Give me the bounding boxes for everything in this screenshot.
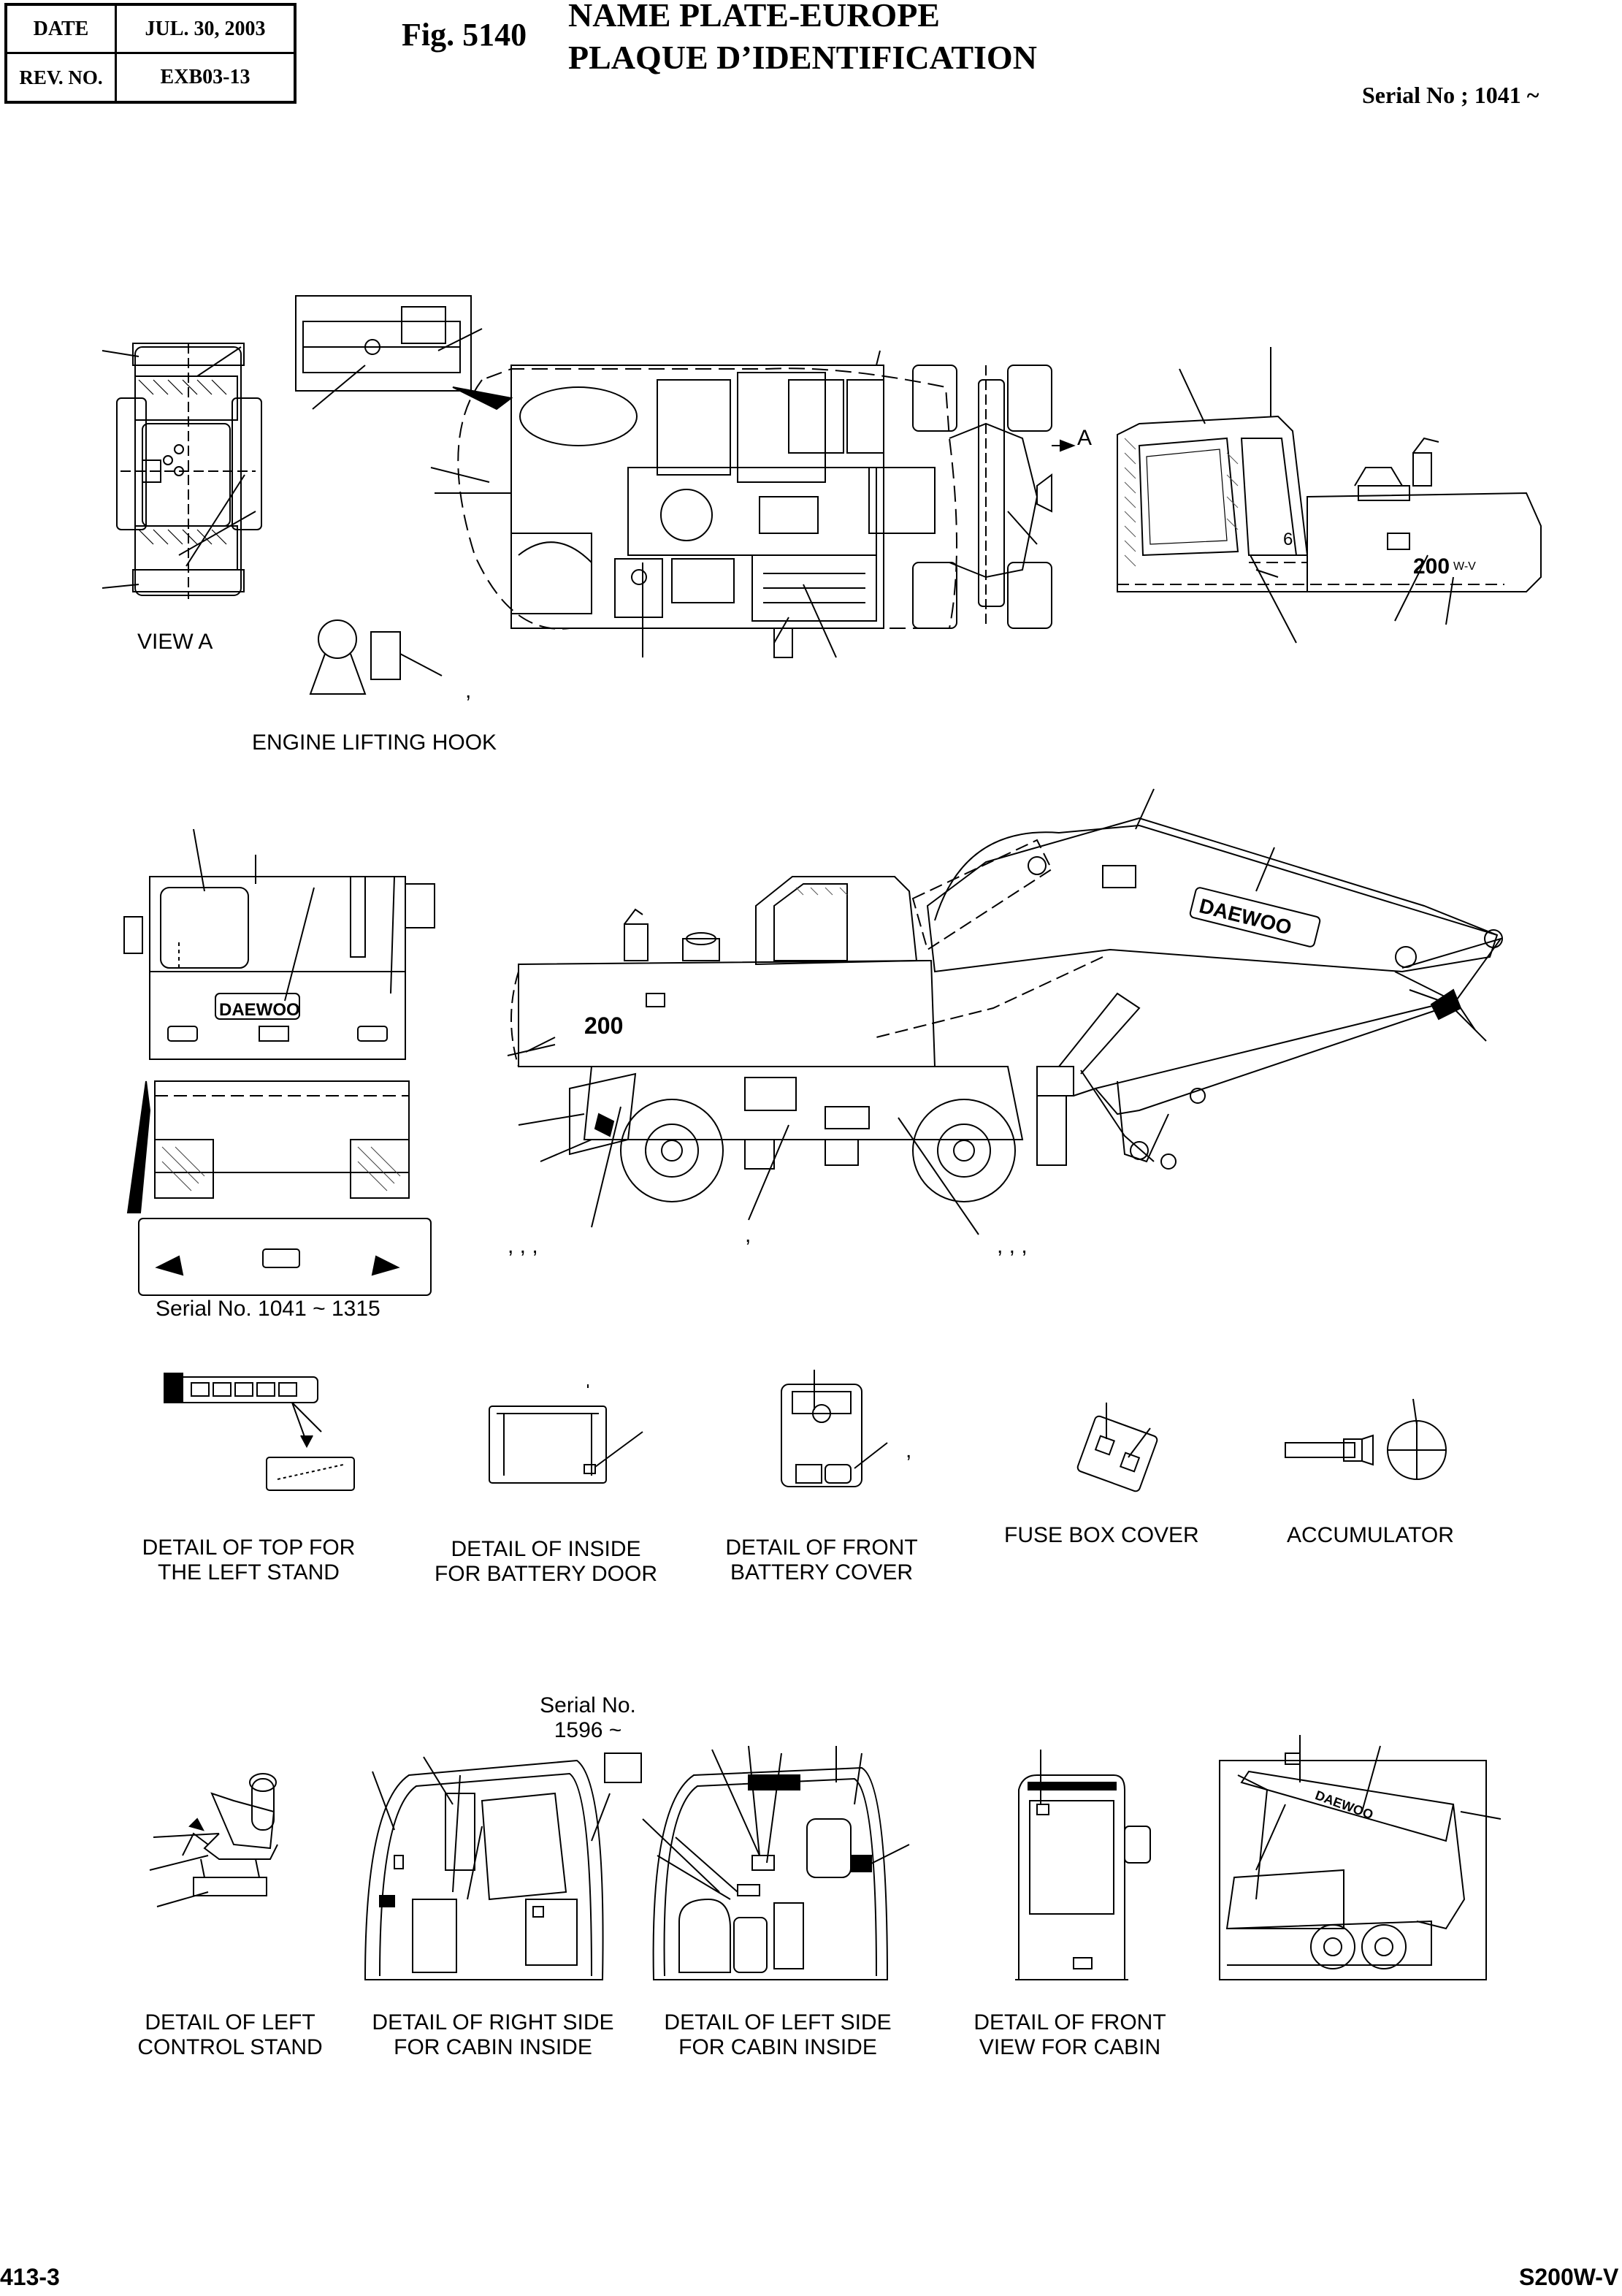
serial-range: Serial No ; 1041 ~: [1362, 82, 1539, 108]
machine-inset-drawing: [1220, 1735, 1501, 1980]
machine-side-view-drawing: [508, 789, 1502, 1258]
detail-front-battery-cover-label: [708, 1536, 935, 1585]
fuse-box-cover-label: FUSE BOX COVER: [1004, 1523, 1199, 1547]
engine-lifting-hook-drawing: [310, 620, 471, 703]
serial-1041-1315-label: Serial No. 1041 ~ 1315: [156, 1297, 380, 1321]
label-line: Serial No.: [540, 1693, 636, 1717]
side-model-badge: 200: [584, 1012, 624, 1039]
svg-text:,: ,: [745, 1223, 751, 1247]
detail-front-battery-cover-drawing: [781, 1370, 911, 1487]
rev-label: REV. NO.: [19, 66, 103, 88]
side-view-upper-drawing: [1117, 347, 1541, 643]
detail-top-left-stand-drawing: [164, 1373, 354, 1490]
accumulator-label: ACCUMULATOR: [1287, 1523, 1454, 1547]
engine-lifting-hook-label: ENGINE LIFTING HOOK: [252, 731, 497, 755]
label-line: 1596 ~: [554, 1718, 622, 1742]
dimension-6: 6: [1283, 530, 1293, 549]
rev-value: EXB03-13: [160, 66, 250, 88]
detail-left-side-cabin-label: [646, 2010, 909, 2060]
label-line: FOR CABIN INSIDE: [394, 2035, 592, 2059]
label-line: DETAIL OF FRONT: [973, 2010, 1166, 2034]
view-a-label: VIEW A: [137, 630, 213, 654]
date-label: DATE: [33, 17, 89, 40]
detail-front-view-cabin-label: [957, 2010, 1183, 2060]
rear-view-drawing: [124, 829, 435, 1295]
detail-top-left-stand-label: [130, 1536, 367, 1585]
boom-brand-mark: DAEWOO: [1196, 894, 1294, 939]
accumulator-drawing: [1285, 1399, 1446, 1479]
svg-text:, , ,: , , ,: [997, 1234, 1028, 1258]
detail-left-control-stand-label: [124, 2010, 336, 2060]
date-value: JUL. 30, 2003: [145, 17, 266, 40]
detail-inside-battery-door-label: [420, 1537, 672, 1587]
svg-text:W-V: W-V: [1453, 560, 1476, 573]
label-line: CONTROL STAND: [137, 2035, 323, 2059]
title-french: PLAQUE D’IDENTIFICATION: [568, 39, 1037, 76]
detail-left-control-stand-drawing: [150, 1774, 278, 1907]
label-line: DETAIL OF LEFT: [145, 2010, 315, 2034]
label-line: THE LEFT STAND: [158, 1560, 340, 1584]
inset-brand-mark: DAEWOO: [1313, 1788, 1376, 1823]
rear-brand-mark: DAEWOO: [219, 1000, 300, 1020]
fuse-box-cover-drawing: [1076, 1403, 1158, 1492]
top-view-drawing: [296, 296, 1074, 657]
label-line: DETAIL OF LEFT SIDE: [664, 2010, 892, 2034]
page-number: 413-3: [0, 2264, 60, 2290]
label-line: DETAIL OF TOP FOR: [142, 1536, 356, 1560]
figure-number: Fig. 5140: [402, 17, 527, 53]
title-english: NAME PLATE-EUROPE: [568, 0, 940, 34]
label-line: DETAIL OF RIGHT SIDE: [372, 2010, 614, 2034]
detail-front-view-cabin-drawing: [1015, 1750, 1150, 1980]
view-a-marker: A: [1077, 426, 1093, 450]
label-line: FOR BATTERY DOOR: [434, 1562, 658, 1586]
serial-1596-label: [522, 1693, 654, 1743]
label-line: VIEW FOR CABIN: [979, 2035, 1161, 2059]
svg-text:, , ,: , , ,: [508, 1234, 538, 1258]
svg-text:,: ,: [465, 679, 472, 703]
detail-right-side-cabin-label: [358, 2010, 628, 2060]
label-line: FOR CABIN INSIDE: [678, 2035, 877, 2059]
detail-left-side-cabin-drawing: [365, 1746, 909, 1980]
label-line: DETAIL OF FRONT: [725, 1536, 918, 1560]
model-number: S200W-V: [1519, 2264, 1619, 2290]
svg-text:,: ,: [906, 1438, 912, 1462]
svg-text:200: 200: [1413, 554, 1450, 579]
view-a-drawing: [102, 343, 261, 599]
label-line: DETAIL OF INSIDE: [451, 1537, 641, 1561]
detail-inside-battery-door-drawing: [489, 1384, 643, 1483]
detail-right-side-cabin-drawing: [365, 1753, 641, 1980]
label-line: BATTERY COVER: [730, 1560, 914, 1584]
